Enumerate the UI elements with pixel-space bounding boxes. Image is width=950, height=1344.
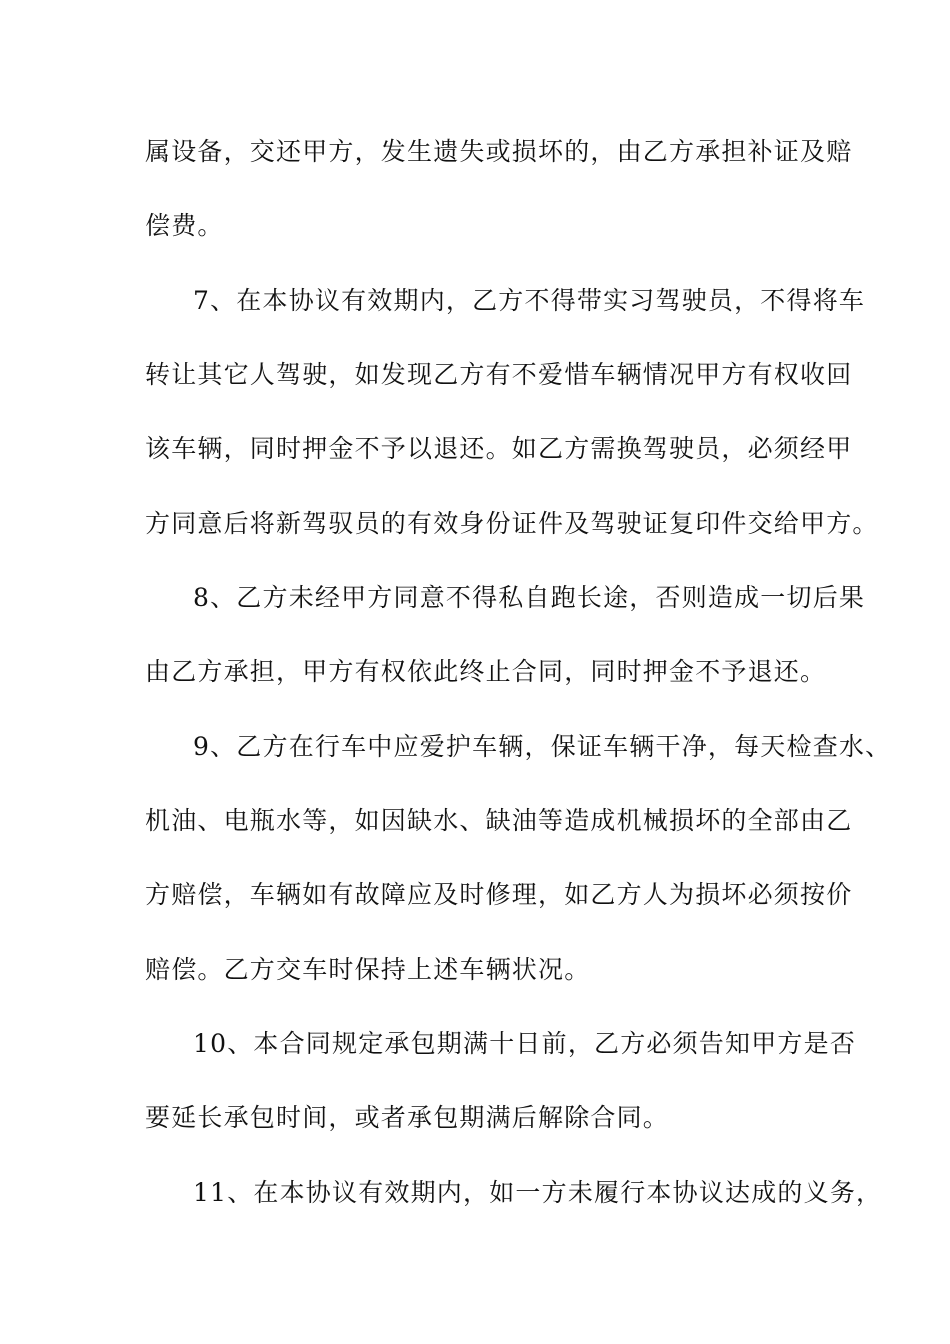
text-line: 偿费。 (145, 211, 224, 240)
text-line: 方赔偿，车辆如有故障应及时修理，如乙方人为损坏必须按价 (145, 880, 853, 909)
text-line: 赔偿。乙方交车时保持上述车辆状况。 (145, 955, 591, 984)
paragraph-8-start: 8、乙方未经甲方同意不得私自跑长途，否则造成一切后果 (193, 583, 866, 612)
text-line: 方同意后将新驾驭员的有效身份证件及驾驶证复印件交给甲方。 (145, 509, 879, 538)
text-line: 转让其它人驾驶，如发现乙方有不爱惜车辆情况甲方有权收回 (145, 360, 853, 389)
paragraph-10-start: 10、本合同规定承包期满十日前，乙方必须告知甲方是否 (193, 1029, 857, 1058)
text-line: 该车辆，同时押金不予以退还。如乙方需换驾驶员，必须经甲 (145, 434, 853, 463)
text-line: 要延长承包时间，或者承包期满后解除合同。 (145, 1103, 670, 1132)
text-line: 由乙方承担，甲方有权依此终止合同，同时押金不予退还。 (145, 657, 827, 686)
text-line: 机油、电瓶水等，如因缺水、缺油等造成机械损坏的全部由乙 (145, 806, 853, 835)
text-line: 属设备，交还甲方，发生遗失或损坏的，由乙方承担补证及赔 (145, 137, 853, 166)
paragraph-7-start: 7、在本协议有效期内，乙方不得带实习驾驶员，不得将车 (193, 286, 866, 315)
paragraph-11-start: 11、在本协议有效期内，如一方未履行本协议达成的义务， (193, 1178, 883, 1207)
paragraph-9-start: 9、乙方在行车中应爱护车辆，保证车辆干净，每天检查水、 (193, 732, 892, 761)
